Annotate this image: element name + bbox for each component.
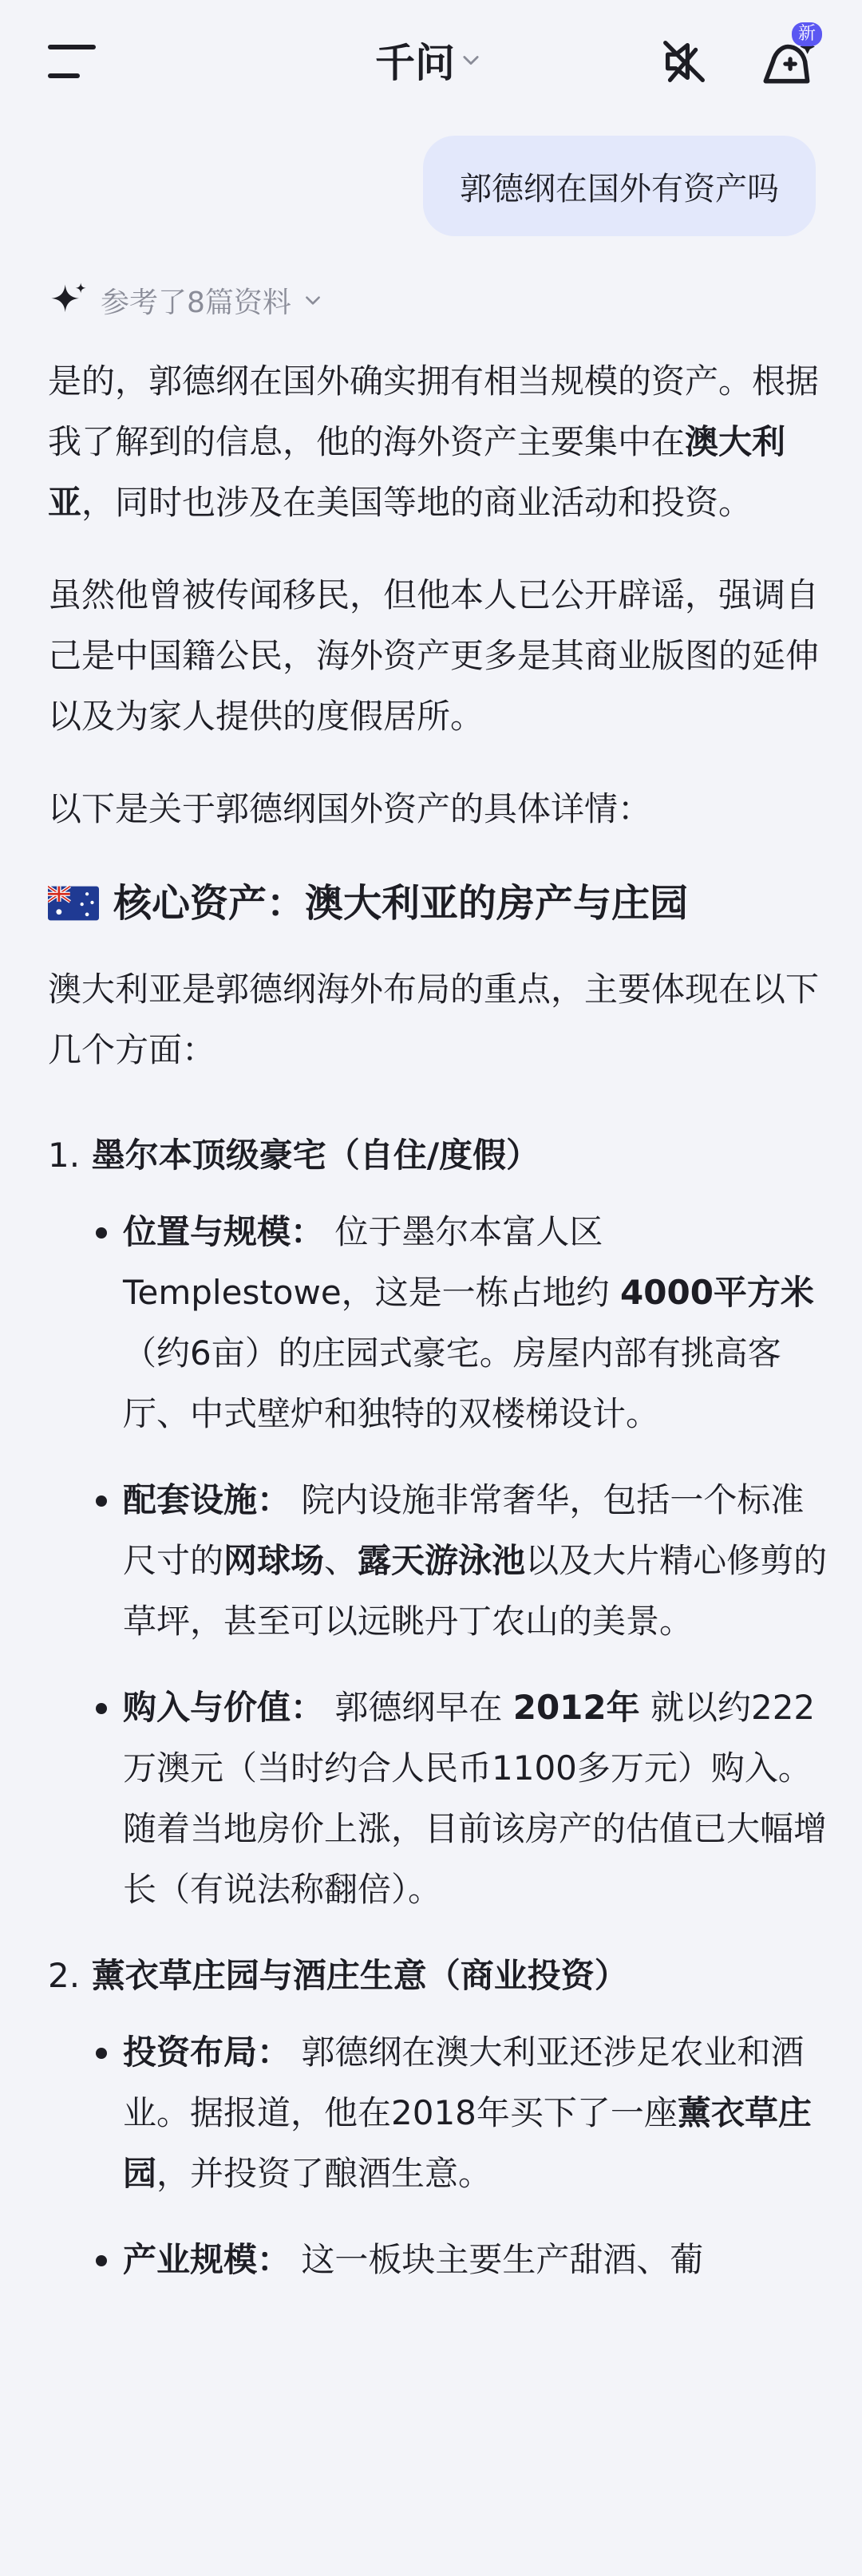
list-item: 配套设施： 院内设施非常奢华，包括一个标准尺寸的网球场、露天游泳池以及大片精心修剪的草坪，甚至可以远眺丹丁农山的美景。 <box>48 1470 830 1652</box>
section-heading: 核心资产：澳大利亚的房产与庄园 <box>48 871 830 935</box>
user-message-bubble[interactable] <box>423 136 816 236</box>
chevron-down-icon <box>302 290 323 310</box>
answer-paragraph: 以下是关于郭德纲国外资产的具体详情： <box>48 789 652 828</box>
sparkle-icon <box>48 279 89 321</box>
list-item: 产业规模： 这一板块主要生产甜酒、葡 <box>48 2230 830 2290</box>
references-label: 参考了8篇资料 <box>101 286 291 319</box>
answer-paragraph: 是的，郭德纲在国外确实拥有相当规模的资产。根据我了解到的信息，他的海外资产主要集中在澳大利亚，同时也涉及在美国等地的商业活动和投资。 <box>48 362 820 522</box>
bullet-list <box>48 1202 830 1920</box>
user-message-text: 郭德纲在国外有资产吗 <box>460 170 779 207</box>
list-item: 投资布局： 郭德纲在澳大利亚还涉足农业和酒业。据报道，他在2018年买下了一座薰衣草庄园，并投资了酿酒生意。 <box>48 2022 830 2204</box>
ordered-item-1: 1. 墨尔本顶级豪宅（自住/度假） <box>48 1136 540 1175</box>
australia-flag-icon <box>48 886 99 921</box>
references-toggle[interactable] <box>48 276 323 324</box>
assistant-answer <box>48 351 830 2316</box>
chevron-down-icon <box>460 49 482 71</box>
list-item: 位置与规模： 位于墨尔本富人区 Templestowe，这是一栋占地约 4000平方米（约6亩）的庄园式豪宅。房屋内部有挑高客厅、中式壁炉和独特的双楼梯设计。 <box>48 1202 830 1444</box>
bullet-list <box>48 2022 830 2290</box>
ordered-item-2: 2. 薰衣草庄园与酒庄生意（商业投资） <box>48 1956 628 1995</box>
list-item: 购入与价值： 郭德纲早在 2012年 就以约222万澳元（当时约合人民币1100多万元）购入。随着当地房价上涨，目前该房产的估值已大幅增长（有说法称翻倍）。 <box>48 1677 830 1920</box>
menu-icon[interactable] <box>48 45 101 77</box>
mute-icon[interactable] <box>656 34 712 89</box>
app-title: 千问 <box>375 40 455 86</box>
top-bar <box>0 0 862 128</box>
new-badge: 新 <box>792 22 822 46</box>
answer-paragraph: 澳大利亚是郭德纲海外布局的重点，主要体现在以下几个方面： <box>48 970 820 1069</box>
model-selector[interactable] <box>375 32 482 88</box>
answer-paragraph: 虽然他曾被传闻移民，但他本人已公开辟谣，强调自己是中国籍公民，海外资产更多是其商业版图的延伸以及为家人提供的度假居所。 <box>48 575 820 736</box>
